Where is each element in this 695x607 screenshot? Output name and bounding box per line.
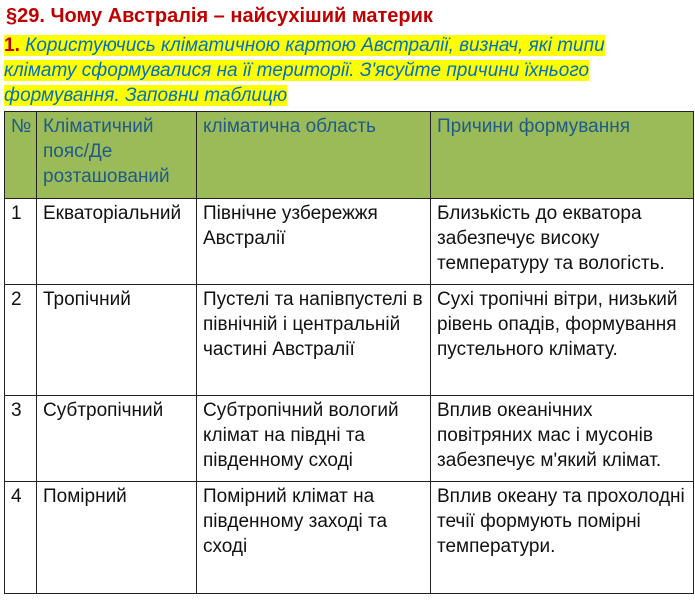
row-area: Помірний клімат на південному заході та сході — [197, 482, 431, 594]
row-belt: Екваторіальний — [37, 199, 197, 285]
row-number: 2 — [5, 285, 37, 396]
row-number: 4 — [5, 482, 37, 594]
header-number: № — [5, 112, 37, 199]
header-reason: Причини формування — [431, 112, 694, 199]
row-area: Північне узбережжя Австралії — [197, 199, 431, 285]
row-reason: Вплив океану та прохолодні течії формують помірні температури. — [431, 482, 694, 594]
row-area: Субтропічний вологий клімат на півдні та південному сході — [197, 396, 431, 482]
row-number: 1 — [5, 199, 37, 285]
table-row — [5, 396, 694, 482]
task-text: Користуючись кліматичною картою Австралії, визнач, які типи клімату сформувалися на її території. З'ясуйте причини їхнього формування. Заповни таблицю — [4, 35, 605, 106]
header-area: кліматична область — [197, 112, 431, 199]
row-reason: Вплив океанічних повітряних мас і мусонів забезпечує м'який клімат. — [431, 396, 694, 482]
climate-table — [4, 111, 694, 594]
row-reason: Сухі тропічні вітри, низький рівень опадів, формування пустельного клімату. — [431, 285, 694, 396]
table-row — [5, 285, 694, 396]
row-belt: Субтропічний — [37, 396, 197, 482]
row-belt: Тропічний — [37, 285, 197, 396]
row-number: 3 — [5, 396, 37, 482]
task-instruction — [4, 33, 654, 108]
header-belt: Кліматичний пояс/Де розташований — [37, 112, 197, 199]
task-number: 1. — [4, 35, 20, 56]
page-title: §29. Чому Австралія – найсухіший материк — [6, 5, 433, 27]
row-reason: Близькість до екватора забезпечує високу температуру та вологість. — [431, 199, 694, 285]
row-area: Пустелі та напівпустелі в північній і центральній частині Австралії — [197, 285, 431, 396]
row-belt: Помірний — [37, 482, 197, 594]
table-header-row — [5, 112, 694, 199]
table-row — [5, 482, 694, 594]
table-row — [5, 199, 694, 285]
